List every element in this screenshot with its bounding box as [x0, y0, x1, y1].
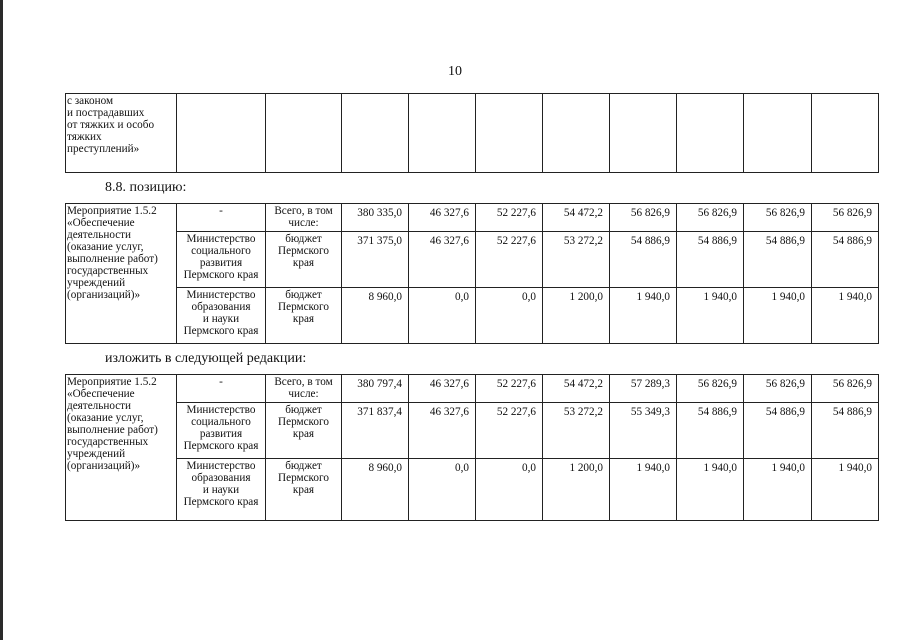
table-row	[66, 232, 879, 288]
new-edition-table	[65, 374, 879, 521]
value-cell: 56 826,9	[744, 375, 812, 403]
value-cell: 53 272,2	[543, 403, 610, 459]
value-cell: 54 886,9	[677, 403, 744, 459]
value-cell: 46 327,6	[409, 232, 476, 288]
value-cell: 46 327,6	[409, 204, 476, 232]
value-cell: 371 837,4	[342, 403, 409, 459]
value-cell: 54 886,9	[677, 232, 744, 288]
value-cell: 46 327,6	[409, 403, 476, 459]
value-cell: 8 960,0	[342, 459, 409, 521]
empty-cell	[744, 94, 812, 173]
table-row	[66, 288, 879, 344]
empty-cell	[476, 94, 543, 173]
value-cell: 56 826,9	[677, 204, 744, 232]
value-cell: 1 200,0	[543, 459, 610, 521]
value-cell: 0,0	[476, 288, 543, 344]
funding-source-cell: бюджет Пермского края	[266, 232, 342, 288]
funding-source-cell: Всего, в том числе:	[266, 204, 342, 232]
value-cell: 54 886,9	[812, 232, 879, 288]
value-cell: 371 375,0	[342, 232, 409, 288]
value-cell: 57 289,3	[610, 375, 677, 403]
value-cell: 1 940,0	[812, 288, 879, 344]
value-cell: 0,0	[476, 459, 543, 521]
value-cell: 56 826,9	[677, 375, 744, 403]
position-table	[65, 203, 879, 344]
value-cell: 380 797,4	[342, 375, 409, 403]
value-cell: 0,0	[409, 459, 476, 521]
value-cell: 52 227,6	[476, 204, 543, 232]
executor-cell: Министерство образования и науки Пермского края	[177, 288, 266, 344]
funding-source-cell: Всего, в том числе:	[266, 375, 342, 403]
value-cell: 54 472,2	[543, 204, 610, 232]
value-cell: 53 272,2	[543, 232, 610, 288]
value-cell: 1 940,0	[610, 288, 677, 344]
empty-cell	[543, 94, 610, 173]
value-cell: 1 940,0	[744, 459, 812, 521]
measure-cell: Мероприятие 1.5.2 «Обеспечение деятельности (оказание услуг, выполнение работ) государственных учреждений (организаций)»	[66, 375, 177, 521]
value-cell: 56 826,9	[812, 375, 879, 403]
empty-cell	[812, 94, 879, 173]
value-cell: 0,0	[409, 288, 476, 344]
executor-cell: -	[177, 375, 266, 403]
table-row	[66, 204, 879, 232]
funding-source-cell: бюджет Пермского края	[266, 459, 342, 521]
empty-cell	[677, 94, 744, 173]
executor-cell: Министерство образования и науки Пермского края	[177, 459, 266, 521]
measure-cell: Мероприятие 1.5.2 «Обеспечение деятельности (оказание услуг, выполнение работ) государственных учреждений (организаций)»	[66, 204, 177, 344]
table-row	[66, 459, 879, 521]
value-cell: 1 940,0	[744, 288, 812, 344]
table-row	[66, 403, 879, 459]
value-cell: 46 327,6	[409, 375, 476, 403]
executor-cell: Министерство социального развития Пермского края	[177, 232, 266, 288]
table-row	[66, 375, 879, 403]
funding-source-cell: бюджет Пермского края	[266, 288, 342, 344]
section-heading-new-edition: изложить в следующей редакции:	[105, 351, 307, 366]
continuation-table	[65, 93, 879, 173]
value-cell: 52 227,6	[476, 232, 543, 288]
empty-cell	[610, 94, 677, 173]
value-cell: 54 886,9	[744, 403, 812, 459]
scan-page-edge	[0, 0, 3, 640]
empty-cell	[342, 94, 409, 173]
value-cell: 380 335,0	[342, 204, 409, 232]
value-cell: 56 826,9	[744, 204, 812, 232]
funding-source-cell: бюджет Пермского края	[266, 403, 342, 459]
value-cell: 55 349,3	[610, 403, 677, 459]
executor-cell: -	[177, 204, 266, 232]
section-heading-position: 8.8. позицию:	[105, 180, 187, 195]
value-cell: 1 940,0	[677, 459, 744, 521]
page-number: 10	[448, 64, 462, 79]
value-cell: 52 227,6	[476, 375, 543, 403]
executor-cell: Министерство социального развития Пермского края	[177, 403, 266, 459]
continuation-text-cell: с законом и пострадавших от тяжких и особо тяжких преступлений»	[66, 94, 177, 173]
empty-cell	[266, 94, 342, 173]
empty-cell	[409, 94, 476, 173]
value-cell: 54 886,9	[744, 232, 812, 288]
value-cell: 54 886,9	[812, 403, 879, 459]
value-cell: 52 227,6	[476, 403, 543, 459]
value-cell: 1 940,0	[610, 459, 677, 521]
value-cell: 54 472,2	[543, 375, 610, 403]
value-cell: 1 940,0	[677, 288, 744, 344]
value-cell: 1 940,0	[812, 459, 879, 521]
empty-cell	[177, 94, 266, 173]
value-cell: 56 826,9	[610, 204, 677, 232]
value-cell: 8 960,0	[342, 288, 409, 344]
value-cell: 54 886,9	[610, 232, 677, 288]
value-cell: 56 826,9	[812, 204, 879, 232]
value-cell: 1 200,0	[543, 288, 610, 344]
